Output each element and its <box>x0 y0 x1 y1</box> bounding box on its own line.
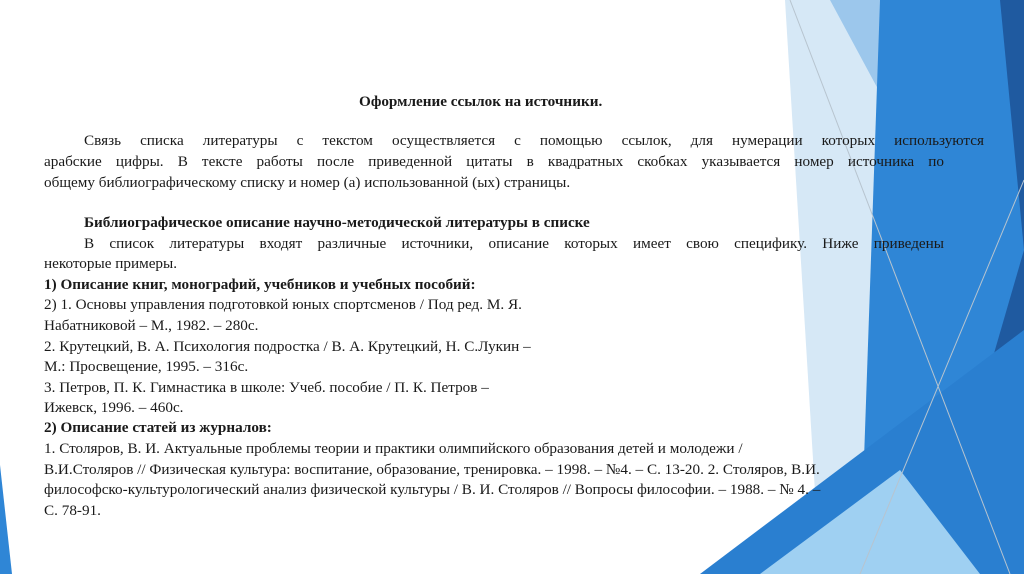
book-entry: 3. Петров, П. К. Гимнастика в школе: Учеб. пособие / П. К. Петров – <box>44 379 489 396</box>
journal-entry: философско-культурологический анализ физической культуры / В. И. Столяров // Вопросы философии. – 1988. – № 4. – <box>44 481 821 498</box>
book-entry: Ижевск, 1996. – 460с. <box>44 399 184 416</box>
section-text-line-1: В список литературы входят различные источники, описание которых имеет свою специфику. Ниже приведены <box>84 235 944 252</box>
intro-line-2: арабские цифры. В тексте работы после приведенной цитаты в квадратных скобках указывается номер источника по <box>44 153 944 170</box>
book-entry: 2) 1. Основы управления подготовкой юных спортсменов / Под ред. М. Я. <box>44 296 522 313</box>
intro-line-1: Связь списка литературы с текстом осуществляется с помощью ссылок, для нумерации которых используются <box>84 132 984 149</box>
journal-entry: В.И.Столяров // Физическая культура: воспитание, образование, тренировка. – 1998. – №4. – С. 13-20. 2. Столяров, В.И. <box>44 461 820 478</box>
section-heading: Библиографическое описание научно-методической литературы в списке <box>84 214 590 231</box>
book-entry: М.: Просвещение, 1995. – 316с. <box>44 358 249 375</box>
books-heading: 1) Описание книг, монографий, учебников и учебных пособий: <box>44 276 476 293</box>
document-title: Оформление ссылок на источники. <box>359 93 603 110</box>
section-text-line-2: некоторые примеры. <box>44 255 178 272</box>
bottom-left-facet <box>0 465 12 574</box>
journal-entry: 1. Столяров, В. И. Актуальные проблемы теории и практики олимпийского образования детей и молодежи / <box>44 440 743 457</box>
journal-entry: С. 78-91. <box>44 502 101 519</box>
book-entry: Набатниковой – М., 1982. – 280с. <box>44 317 259 334</box>
journals-heading: 2) Описание статей из журналов: <box>44 419 272 436</box>
intro-line-3: общему библиографическому списку и номер (а) использованной (ых) страницы. <box>44 174 571 191</box>
book-entry: 2. Крутецкий, В. А. Психология подростка / В. А. Крутецкий, Н. С.Лукин – <box>44 338 531 355</box>
